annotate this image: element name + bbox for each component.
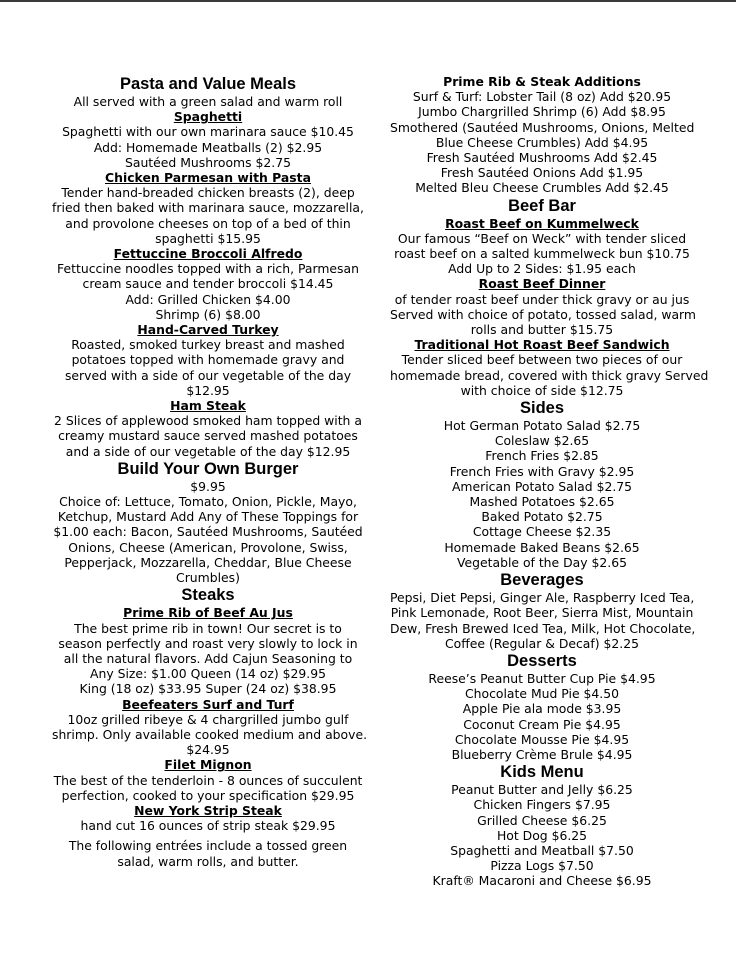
menu-text-line: 10oz grilled ribeye & 4 chargrilled jumbo gulf bbox=[67, 711, 349, 727]
section-heading-sides: Sides bbox=[519, 399, 565, 418]
item-title-roast-beef-on-kummelweck: Roast Beef on Kummelweck bbox=[445, 215, 639, 231]
menu-text-line: Tender sliced beef between two pieces of our bbox=[401, 352, 683, 368]
menu-text-line: Pizza Logs $7.50 bbox=[490, 858, 594, 874]
menu-text-line: Spaghetti with our own marinara sauce $10.45 bbox=[62, 124, 354, 140]
menu-text-line: all the natural flavors. Add Cajun Seasoning to bbox=[63, 650, 353, 666]
menu-text-line: roast beef on a salted kummelweck bun $10.75 bbox=[394, 246, 690, 262]
menu-text-line: Peanut Butter and Jelly $6.25 bbox=[451, 782, 633, 798]
menu-text-line: with choice of side $12.75 bbox=[460, 382, 624, 398]
menu-text-line: Choice of: Lettuce, Tomato, Onion, Pickle, Mayo, bbox=[59, 494, 357, 510]
item-title-prime-rib-of-beef-au-jus: Prime Rib of Beef Au Jus bbox=[123, 605, 293, 621]
menu-text-line: Grilled Cheese $6.25 bbox=[477, 812, 607, 828]
menu-text-line: Vegetable of the Day $2.65 bbox=[457, 554, 627, 570]
menu-text-line: The following entrées include a tossed green bbox=[68, 838, 348, 854]
menu-text-line: Fresh Sautéed Onions Add $1.95 bbox=[440, 165, 644, 181]
item-title-roast-beef-dinner: Roast Beef Dinner bbox=[478, 276, 606, 292]
menu-text-line: Add: Grilled Chicken $4.00 bbox=[125, 291, 291, 307]
menu-text-line: The best prime rib in town! Our secret is to bbox=[74, 620, 342, 636]
section-heading-steaks: Steaks bbox=[181, 586, 235, 605]
item-title-filet-mignon: Filet Mignon bbox=[164, 757, 252, 773]
menu-text-line: Any Size: $1.00 Queen (14 oz) $29.95 bbox=[90, 666, 326, 682]
item-title-hand-carved-turkey: Hand-Carved Turkey bbox=[137, 322, 279, 338]
menu-text-line: Coconut Cream Pie $4.95 bbox=[463, 716, 621, 732]
menu-text-line: French Fries $2.85 bbox=[485, 448, 599, 464]
menu-text-line: Pepperjack, Mozzarella, Cheddar, Blue Cheese bbox=[64, 554, 352, 570]
menu-text-line: homemade bread, covered with thick gravy Served bbox=[390, 367, 709, 383]
menu-text-line: Crumbles) bbox=[176, 570, 240, 586]
menu-text-line: American Potato Salad $2.75 bbox=[451, 478, 633, 494]
menu-text-line: Sautéed Mushrooms $2.75 bbox=[125, 154, 291, 170]
menu-text-line: King (18 oz) $33.95 Super (24 oz) $38.95 bbox=[79, 681, 337, 697]
menu-column-left bbox=[52, 74, 368, 869]
menu-text-line: Served with choice of potato, tossed salad, warm bbox=[390, 306, 697, 322]
menu-text-line: $24.95 bbox=[186, 742, 230, 758]
menu-text-line: Blue Cheese Crumbles) Add $4.95 bbox=[435, 134, 649, 150]
item-title-new-york-strip-steak: New York Strip Steak bbox=[134, 802, 282, 818]
menu-text-line: Onions, Cheese (American, Provolone, Swiss, bbox=[68, 539, 348, 555]
section-heading-pasta-and-value-meals: Pasta and Value Meals bbox=[119, 75, 297, 93]
menu-text-line: perfection, cooked to your specification $29.95 bbox=[61, 787, 355, 803]
menu-text-line: $1.00 each: Bacon, Sautéed Mushrooms, Sautéed bbox=[53, 524, 363, 540]
menu-text-line: French Fries with Gravy $2.95 bbox=[449, 463, 635, 479]
menu-text-line: Cottage Cheese $2.35 bbox=[472, 524, 612, 540]
menu-text-line: season perfectly and roast very slowly to lock in bbox=[58, 635, 358, 651]
menu-text-line: Dew, Fresh Brewed Iced Tea, Milk, Hot Chocolate, bbox=[390, 620, 696, 636]
menu-text-line: Kraft® Macaroni and Cheese $6.95 bbox=[432, 873, 652, 889]
menu-text-line: Melted Bleu Cheese Crumbles Add $2.45 bbox=[415, 180, 669, 196]
item-title-ham-steak: Ham Steak bbox=[170, 398, 246, 414]
menu-text-line: served with a side of our vegetable of the day bbox=[64, 367, 352, 383]
menu-text-line: hand cut 16 ounces of strip steak $29.95 bbox=[80, 818, 336, 834]
menu-text-line: Chocolate Mousse Pie $4.95 bbox=[454, 731, 630, 747]
menu-text-line: Fettuccine noodles topped with a rich, Parmesan bbox=[57, 261, 359, 277]
section-heading-kids-menu: Kids Menu bbox=[500, 763, 584, 782]
menu-text-line: Smothered (Sautéed Mushrooms, Onions, Melted bbox=[390, 119, 695, 135]
item-title-chicken-parmesan-with-pasta: Chicken Parmesan with Pasta bbox=[105, 170, 311, 186]
item-title-spaghetti: Spaghetti bbox=[173, 109, 243, 125]
menu-text-line: 2 Slices of applewood smoked ham topped with a bbox=[54, 413, 362, 429]
menu-text-line: Hot Dog $6.25 bbox=[496, 827, 588, 843]
menu-text-line: potatoes topped with homemade gravy and bbox=[71, 352, 345, 368]
menu-text-line: Blueberry Crème Brule $4.95 bbox=[451, 746, 633, 762]
menu-text-line: Chocolate Mud Pie $4.50 bbox=[465, 686, 619, 702]
menu-text-line: Surf & Turf: Lobster Tail (8 oz) Add $20.95 bbox=[412, 89, 672, 105]
item-title-beefeaters-surf-and-turf: Beefeaters Surf and Turf bbox=[122, 696, 294, 712]
menu-text-line: Roasted, smoked turkey breast and mashed bbox=[71, 337, 345, 353]
menu-text-line: and provolone cheeses on top of a bed of thin bbox=[65, 215, 351, 231]
menu-text-line: Add Up to 2 Sides: $1.95 each bbox=[448, 261, 636, 277]
menu-text-line: Jumbo Chargrilled Shrimp (6) Add $8.95 bbox=[418, 104, 666, 120]
menu-text-line: creamy mustard sauce served mashed potatoes bbox=[58, 428, 358, 444]
menu-text-line: Hot German Potato Salad $2.75 bbox=[443, 418, 641, 434]
menu-text-line: Chicken Fingers $7.95 bbox=[473, 797, 611, 813]
menu-text-line: Coleslaw $2.65 bbox=[494, 433, 590, 449]
menu-text-line: rolls and butter $15.75 bbox=[470, 322, 614, 338]
menu-column-right bbox=[390, 74, 709, 889]
menu-text-line: All served with a green salad and warm roll bbox=[73, 94, 343, 109]
menu-text-line: Add: Homemade Meatballs (2) $2.95 bbox=[93, 139, 323, 155]
menu-text-line: Mashed Potatoes $2.65 bbox=[469, 494, 615, 510]
menu-text-line: spaghetti $15.95 bbox=[155, 230, 261, 246]
menu-text-line: Homemade Baked Beans $2.65 bbox=[444, 539, 640, 555]
menu-text-line: Our famous “Beef on Weck” with tender sliced bbox=[397, 230, 687, 246]
menu-text-line: Baked Potato $2.75 bbox=[481, 509, 603, 525]
section-heading-desserts: Desserts bbox=[507, 651, 577, 670]
menu-text-line: Ketchup, Mustard Add Any of These Toppings for bbox=[57, 509, 359, 525]
subsection-title-prime-rib-steak-additions: Prime Rib & Steak Additions bbox=[443, 74, 641, 89]
section-heading-build-your-own-burger: Build Your Own Burger bbox=[117, 459, 299, 478]
menu-text-line: fried then baked with marinara sauce, mozzarella, bbox=[52, 200, 364, 216]
section-heading-beef-bar: Beef Bar bbox=[508, 196, 576, 215]
menu-text-line: Fresh Sautéed Mushrooms Add $2.45 bbox=[426, 150, 658, 166]
menu-text-line: Pepsi, Diet Pepsi, Ginger Ale, Raspberry Iced Tea, bbox=[390, 590, 695, 606]
menu-text-line: of tender roast beef under thick gravy or au jus bbox=[394, 291, 690, 307]
menu-text-line: The best of the tenderloin - 8 ounces of succulent bbox=[53, 772, 363, 788]
menu-text-line: shrimp. Only available cooked medium and above. bbox=[52, 726, 368, 742]
section-heading-beverages: Beverages bbox=[500, 571, 584, 590]
menu-text-line: Pink Lemonade, Root Beer, Sierra Mist, Mountain bbox=[390, 605, 694, 621]
item-title-traditional-hot-roast-beef-sandwich: Traditional Hot Roast Beef Sandwich bbox=[414, 337, 670, 353]
menu-text-line: Coffee (Regular & Decaf) $2.25 bbox=[444, 635, 640, 651]
menu-text-line: cream sauce and tender broccoli $14.45 bbox=[82, 276, 334, 292]
menu-text-line: salad, warm rolls, and butter. bbox=[117, 853, 299, 869]
menu-text-line: Shrimp (6) $8.00 bbox=[155, 306, 261, 322]
menu-text-line: and a side of our vegetable of the day $12.95 bbox=[65, 443, 351, 459]
menu-text-line: $9.95 bbox=[190, 478, 226, 494]
top-border bbox=[0, 0, 736, 2]
menu-text-line: Tender hand-breaded chicken breasts (2), deep bbox=[61, 185, 355, 201]
menu-text-line: Reese’s Peanut Butter Cup Pie $4.95 bbox=[428, 670, 656, 686]
menu-text-line: Apple Pie ala mode $3.95 bbox=[462, 701, 622, 717]
menu-text-line: Spaghetti and Meatball $7.50 bbox=[450, 842, 634, 858]
item-title-fettuccine-broccoli-alfredo: Fettuccine Broccoli Alfredo bbox=[113, 246, 303, 262]
menu-text-line: $12.95 bbox=[186, 382, 230, 398]
